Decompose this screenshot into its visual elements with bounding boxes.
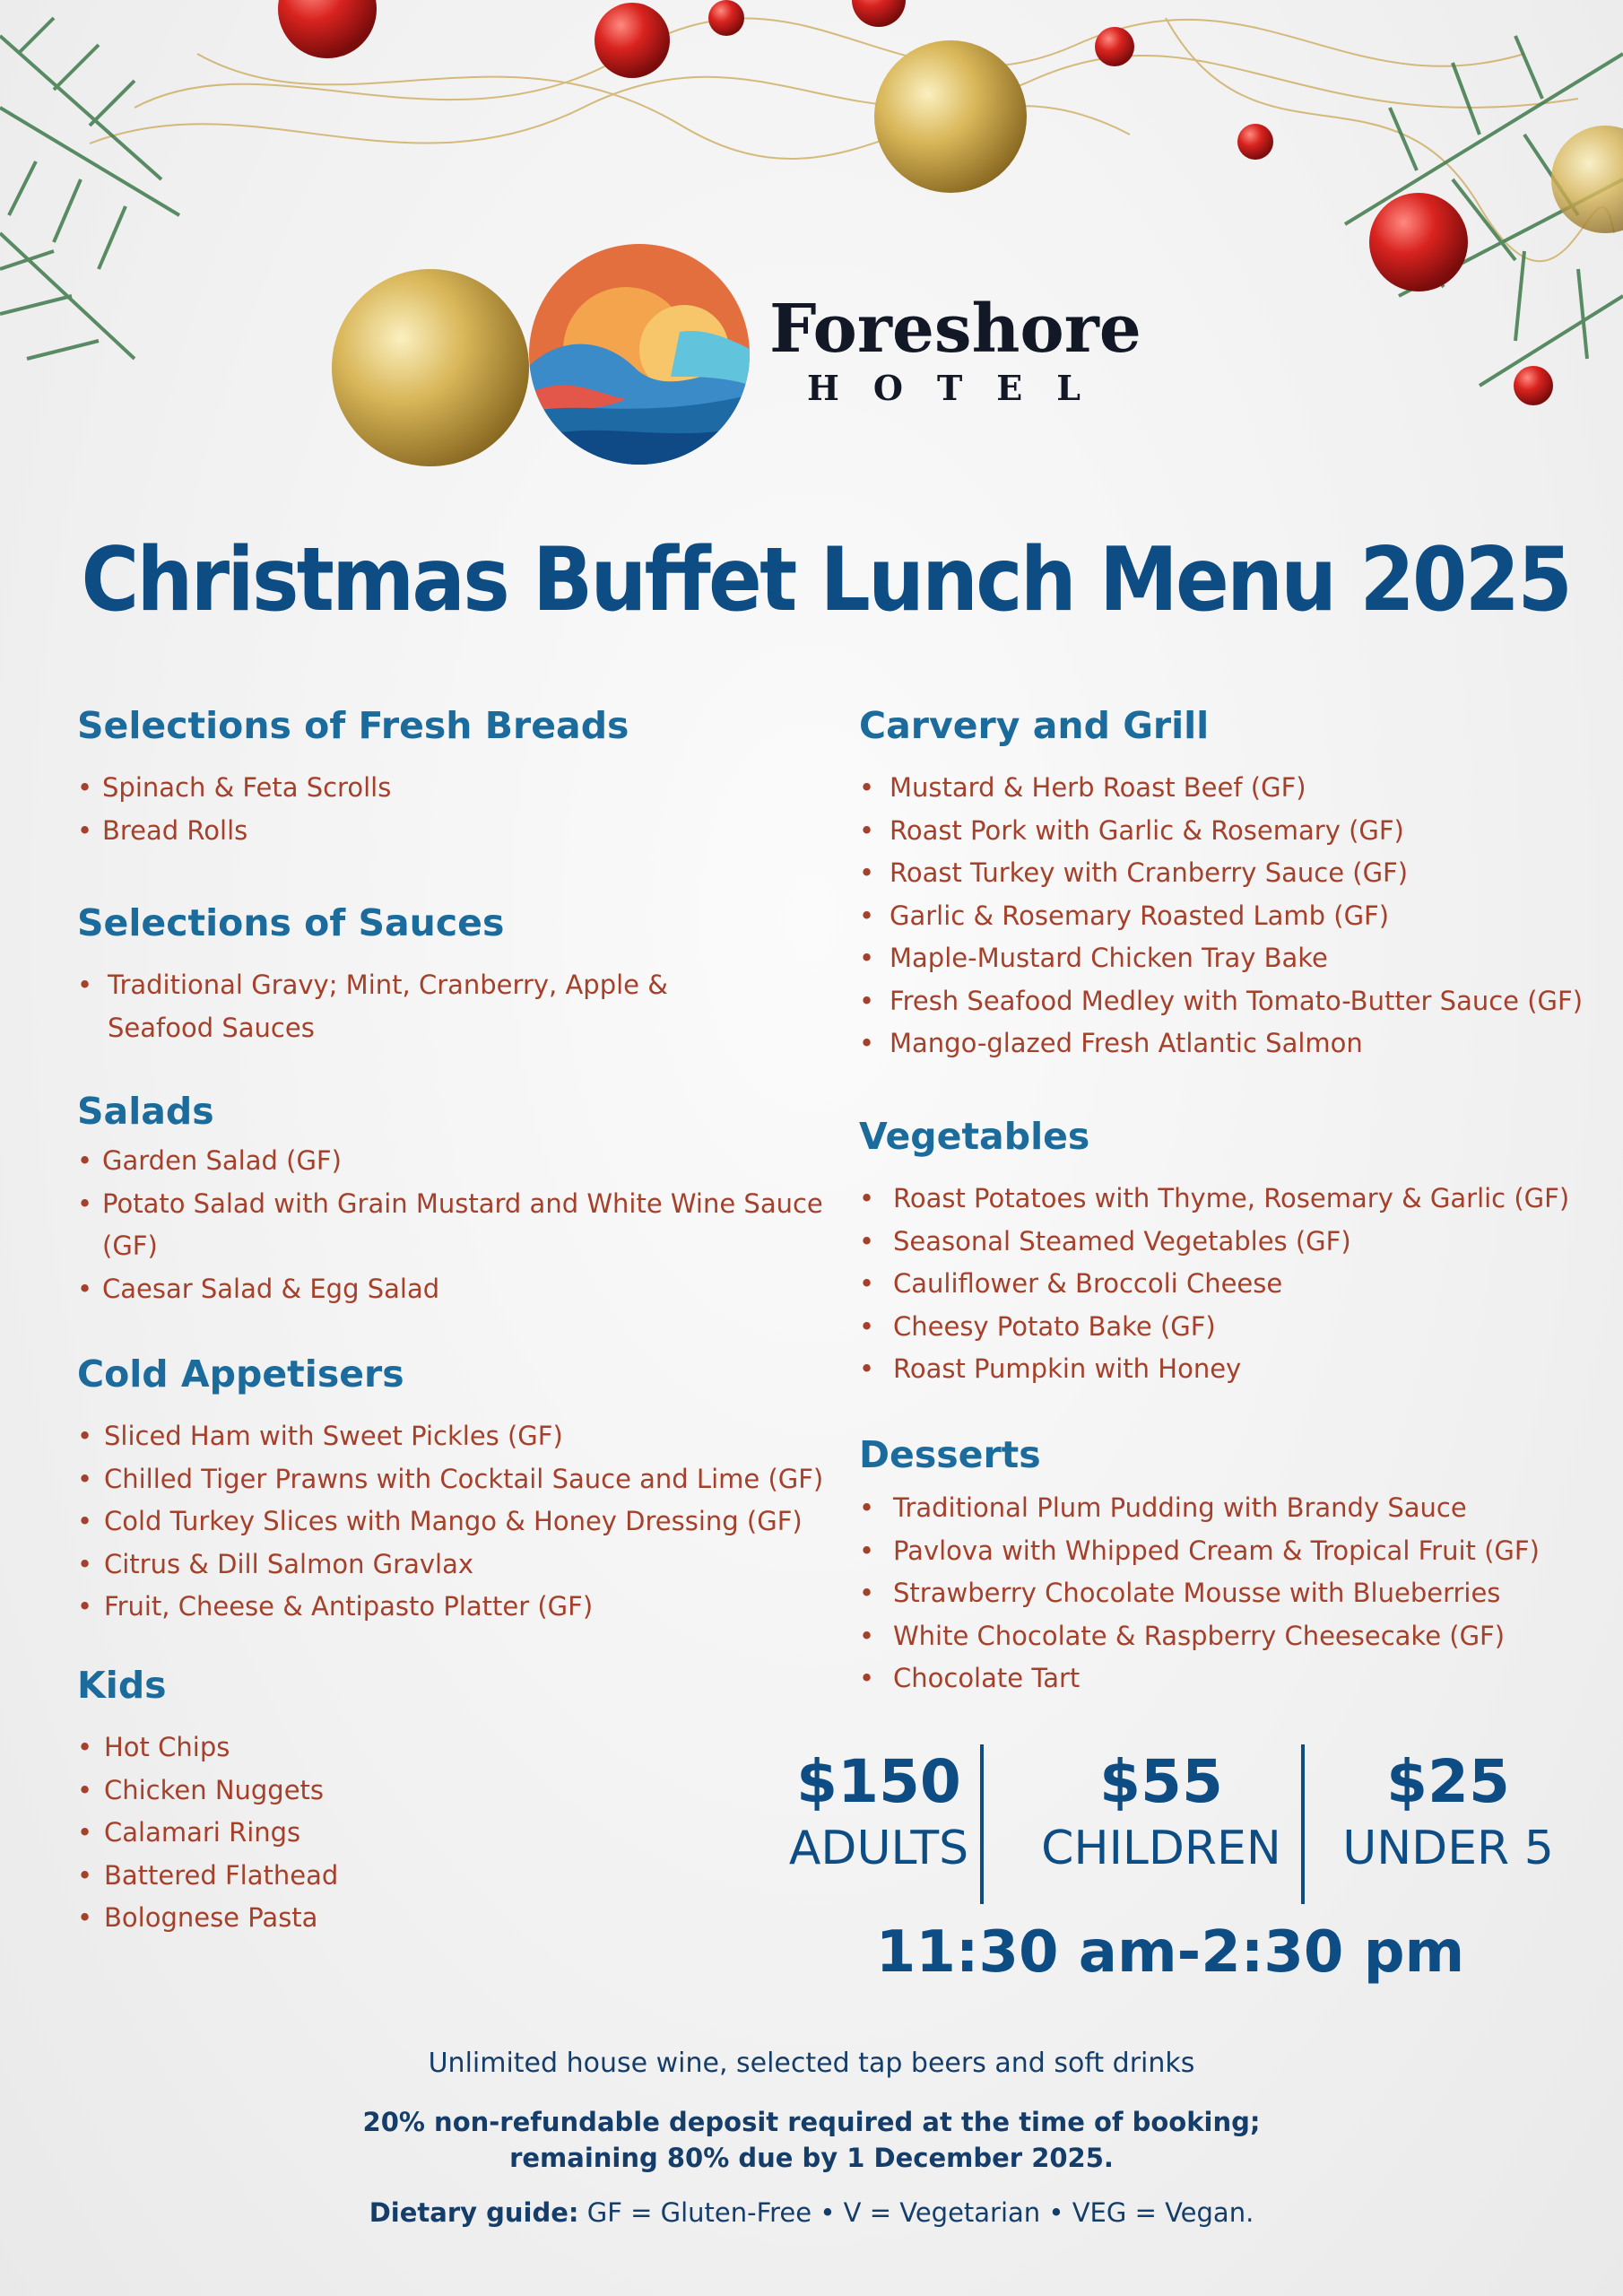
- list-item: • Bread Rolls: [77, 810, 629, 853]
- price-under-5: [1327, 1744, 1569, 1877]
- section-title: Cold Appetisers: [77, 1352, 404, 1396]
- price-label: CHILDREN: [1041, 1822, 1281, 1875]
- list-item: • Spinach & Feta Scrolls: [77, 767, 629, 810]
- list-item: • Caesar Salad & Egg Salad: [77, 1268, 873, 1311]
- brand-subtitle: HOTEL: [807, 368, 1115, 408]
- section-title: Selections of Fresh Breads: [77, 704, 629, 747]
- list-item: • Calamari Rings: [77, 1812, 338, 1855]
- section-breads: [77, 704, 629, 852]
- list-item: • Pavlova with Whipped Cream & Tropical Fruit (GF): [859, 1530, 1540, 1573]
- price-amount: $150: [796, 1747, 961, 1816]
- section-desserts: [859, 1433, 1540, 1700]
- list-item: • Roast Pork with Garlic & Rosemary (GF): [859, 810, 1583, 853]
- price-label: UNDER 5: [1342, 1822, 1554, 1875]
- drinks-note: Unlimited house wine, selected tap beers and soft drinks: [428, 2048, 1195, 2079]
- section-kids: [77, 1664, 338, 1940]
- list-item: • Seasonal Steamed Vegetables (GF): [859, 1221, 1569, 1264]
- deposit-note: [0, 2104, 1623, 2176]
- list-item: • Chicken Nuggets: [77, 1770, 338, 1813]
- list-item: • Sliced Ham with Sweet Pickles (GF): [77, 1415, 823, 1458]
- dietary-label: Dietary guide:: [369, 2197, 579, 2228]
- list-item: • Maple-Mustard Chicken Tray Bake: [859, 937, 1583, 980]
- section-title: Salads: [77, 1090, 214, 1133]
- gold-bauble-icon: [332, 269, 529, 466]
- section-sauces: [77, 901, 735, 1049]
- dietary-guide: [0, 2197, 1623, 2228]
- section-vegetables: [859, 1115, 1569, 1391]
- price-children: [1013, 1744, 1309, 1877]
- price-adults: [771, 1744, 986, 1877]
- list-item: • Roast Potatoes with Thyme, Rosemary & Garlic (GF): [859, 1178, 1569, 1221]
- price-amount: $25: [1386, 1747, 1510, 1816]
- deposit-line-2: remaining 80% due by 1 December 2025.: [509, 2143, 1114, 2173]
- section-cold-appetisers: [77, 1352, 823, 1629]
- list-item: • Roast Turkey with Cranberry Sauce (GF): [859, 852, 1583, 895]
- price-label: ADULTS: [788, 1822, 969, 1875]
- section-title: Selections of Sauces: [77, 901, 505, 944]
- list-item: • Mustard & Herb Roast Beef (GF): [859, 767, 1583, 810]
- section-carvery: [859, 704, 1583, 1065]
- list-item: • Garden Salad (GF): [77, 1140, 873, 1183]
- list-item: • Hot Chips: [77, 1726, 338, 1770]
- list-item: • Cauliflower & Broccoli Cheese: [859, 1263, 1569, 1306]
- sunset-wave-logo-icon: [527, 242, 751, 466]
- list-item: • Fresh Seafood Medley with Tomato-Butter Sauce (GF): [859, 980, 1583, 1023]
- dietary-text: GF = Gluten-Free • V = Vegetarian • VEG = Vegan.: [578, 2197, 1254, 2228]
- section-salads: [77, 1090, 873, 1310]
- divider: [980, 1744, 984, 1904]
- list-item: • Chocolate Tart: [859, 1657, 1540, 1700]
- list-item: • Garlic & Rosemary Roasted Lamb (GF): [859, 895, 1583, 938]
- list-item: • Traditional Gravy; Mint, Cranberry, Apple & Seafood Sauces: [77, 964, 735, 1049]
- section-title: Carvery and Grill: [859, 704, 1210, 747]
- page-title: Christmas Buffet Lunch Menu 2025: [81, 529, 1571, 631]
- list-item: • Cold Turkey Slices with Mango & Honey Dressing (GF): [77, 1500, 823, 1544]
- deposit-line-1: 20% non-refundable deposit required at the time of booking;: [362, 2107, 1261, 2137]
- section-title: Kids: [77, 1664, 167, 1707]
- list-item: • Roast Pumpkin with Honey: [859, 1348, 1569, 1391]
- hotel-logo: [527, 242, 1141, 466]
- section-title: Desserts: [859, 1433, 1041, 1476]
- brand-name: Foreshore: [769, 291, 1141, 368]
- list-item: • Chilled Tiger Prawns with Cocktail Sauce and Lime (GF): [77, 1458, 823, 1501]
- list-item: • Battered Flathead: [77, 1855, 338, 1898]
- list-item: • Mango-glazed Fresh Atlantic Salmon: [859, 1022, 1583, 1065]
- list-item: • Traditional Plum Pudding with Brandy Sauce: [859, 1487, 1540, 1530]
- service-time: 11:30 am-2:30 pm: [875, 1919, 1465, 1986]
- price-amount: $55: [1099, 1747, 1223, 1816]
- list-item: • White Chocolate & Raspberry Cheesecake (GF): [859, 1615, 1540, 1658]
- list-item: • Potato Salad with Grain Mustard and White Wine Sauce (GF): [77, 1183, 873, 1268]
- price-panel: [771, 1744, 1569, 1906]
- list-item: • Cheesy Potato Bake (GF): [859, 1306, 1569, 1349]
- list-item: • Citrus & Dill Salmon Gravlax: [77, 1544, 823, 1587]
- list-item: • Strawberry Chocolate Mousse with Blueberries: [859, 1572, 1540, 1615]
- section-title: Vegetables: [859, 1115, 1090, 1158]
- divider: [1301, 1744, 1305, 1904]
- list-item: • Bolognese Pasta: [77, 1897, 338, 1940]
- list-item: • Fruit, Cheese & Antipasto Platter (GF): [77, 1586, 823, 1629]
